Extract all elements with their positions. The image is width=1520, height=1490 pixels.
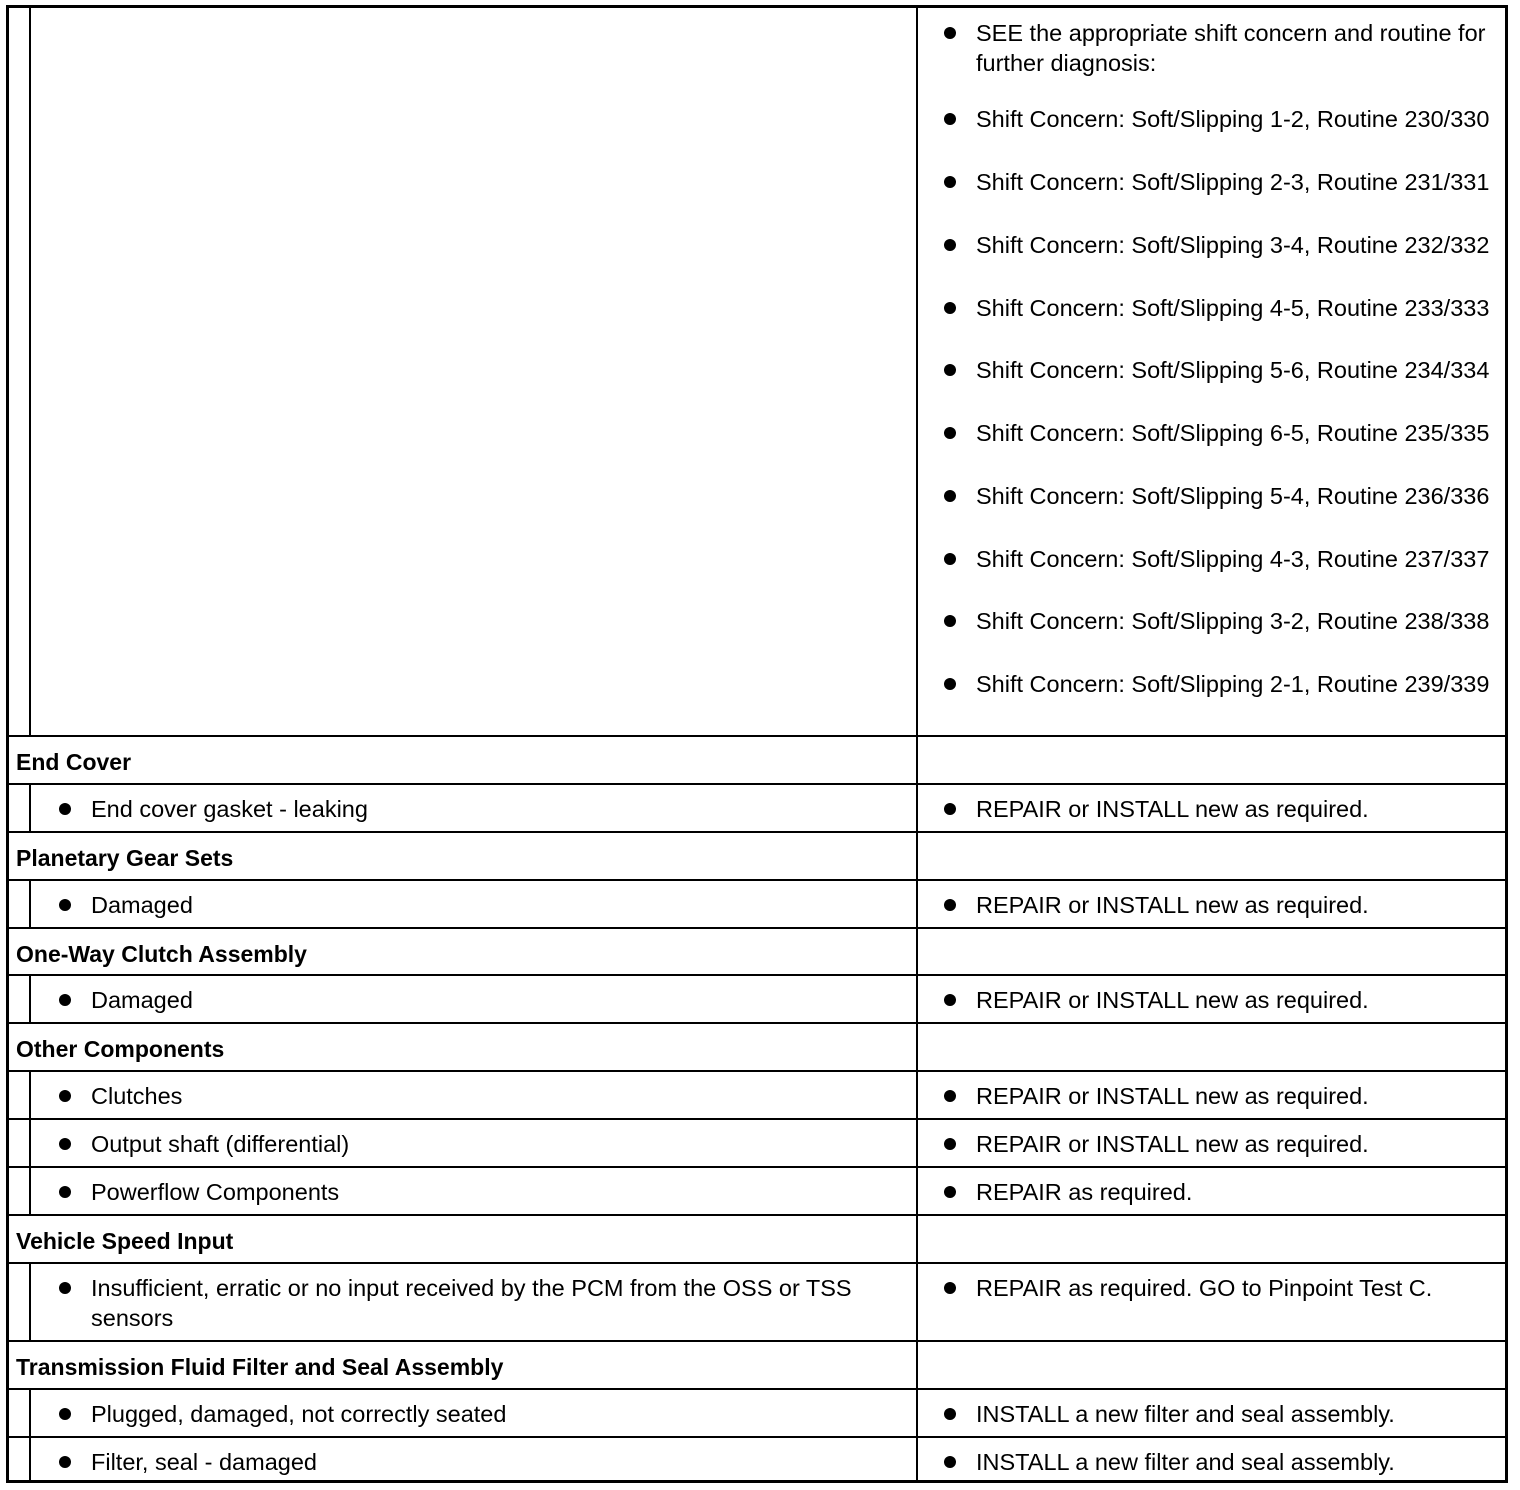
bullet-icon [944,1408,956,1420]
indent-gutter [9,1438,31,1480]
cause-text: Insufficient, erratic or no input received by the PCM from the OSS or TSS sensors [91,1275,852,1331]
bullet-icon [944,302,956,314]
table-row [9,1390,1505,1438]
table-row [9,1168,1505,1216]
action-text: REPAIR or INSTALL new as required. [976,796,1369,822]
column-divider [916,833,918,879]
section-header-row [9,833,1505,881]
bullet-icon [944,1282,956,1294]
bullet-icon [59,803,71,815]
routine-text: Shift Concern: Soft/Slipping 2-1, Routine 239/339 [976,671,1490,697]
indent-gutter [9,1120,31,1166]
bullet-icon [944,1186,956,1198]
cause-text: Filter, seal - damaged [91,1449,317,1475]
action-text: REPAIR or INSTALL new as required. [976,987,1369,1013]
routine-text: Shift Concern: Soft/Slipping 4-5, Routine 233/333 [976,295,1490,321]
routine-text: Shift Concern: Soft/Slipping 5-6, Routine 234/334 [976,357,1490,383]
section-title: End Cover [16,749,132,775]
indent-gutter [9,785,31,831]
cause-text: Output shaft (differential) [91,1131,350,1157]
table-row [9,1120,1505,1168]
bullet-icon [944,427,956,439]
bullet-icon [59,1090,71,1102]
bullet-icon [944,176,956,188]
action-text: REPAIR as required. GO to Pinpoint Test C. [976,1275,1433,1301]
bullet-icon [944,678,956,690]
action-text: INSTALL a new filter and seal assembly. [976,1401,1395,1427]
column-divider [916,1342,918,1388]
routine-text: Shift Concern: Soft/Slipping 2-3, Routine 231/331 [976,169,1490,195]
bullet-icon [59,1138,71,1150]
cause-text: End cover gasket - leaking [91,796,368,822]
column-divider [916,8,918,735]
indent-gutter [9,881,31,927]
indent-gutter [9,1168,31,1214]
bullet-icon [59,1408,71,1420]
table-row [9,785,1505,833]
indent-gutter [9,1072,31,1118]
indent-gutter [9,8,31,735]
bullet-icon [944,994,956,1006]
cause-text: Powerflow Components [91,1179,340,1205]
action-text: REPAIR as required. [976,1179,1193,1205]
cause-text: Damaged [91,987,193,1013]
section-title: Vehicle Speed Input [16,1228,234,1254]
section-title: One-Way Clutch Assembly [16,941,307,967]
column-divider [916,1024,918,1070]
routine-text: Shift Concern: Soft/Slipping 6-5, Routine 235/335 [976,420,1490,446]
bullet-icon [944,490,956,502]
section-header-row [9,737,1505,785]
routine-text: Shift Concern: Soft/Slipping 4-3, Routine 237/337 [976,546,1490,572]
routine-text: Shift Concern: Soft/Slipping 5-4, Routine 236/336 [976,483,1490,509]
bullet-icon [944,113,956,125]
table-row [9,1072,1505,1120]
bullet-icon [944,239,956,251]
section-header-row [9,1342,1505,1390]
bullet-icon [944,615,956,627]
action-text: INSTALL a new filter and seal assembly. [976,1449,1395,1475]
column-divider [916,737,918,783]
section-header-row [9,1216,1505,1264]
action-text: REPAIR or INSTALL new as required. [976,892,1369,918]
action-text: REPAIR or INSTALL new as required. [976,1083,1369,1109]
action-text: REPAIR or INSTALL new as required. [976,1131,1369,1157]
indent-gutter [9,976,31,1022]
section-header-row [9,929,1505,976]
bullet-icon [944,803,956,815]
continuation-row [9,8,1505,737]
bullet-icon [59,994,71,1006]
bullet-icon [944,553,956,565]
diagnosis-table [6,5,1508,1483]
section-header-row [9,1024,1505,1072]
bullet-icon [944,1090,956,1102]
indent-gutter [9,1390,31,1436]
cause-text: Clutches [91,1083,183,1109]
column-divider [916,929,918,974]
indent-gutter [9,1264,31,1340]
bullet-icon [59,1282,71,1294]
cause-text: Damaged [91,892,193,918]
routine-text: Shift Concern: Soft/Slipping 1-2, Routine 230/330 [976,106,1490,132]
table-row [9,976,1505,1024]
section-title: Transmission Fluid Filter and Seal Assembly [16,1354,504,1380]
routine-text: Shift Concern: Soft/Slipping 3-4, Routine 232/332 [976,232,1490,258]
bullet-icon [944,1138,956,1150]
bullet-icon [59,1186,71,1198]
routine-text: Shift Concern: Soft/Slipping 3-2, Routine 238/338 [976,608,1490,634]
table-row [9,881,1505,929]
bullet-icon [59,1456,71,1468]
section-title: Planetary Gear Sets [16,845,234,871]
bullet-icon [944,27,956,39]
section-title: Other Components [16,1036,225,1062]
cause-text: Plugged, damaged, not correctly seated [91,1401,507,1427]
bullet-icon [944,899,956,911]
table-row [9,1264,1505,1342]
column-divider [916,1216,918,1262]
table-row [9,1438,1505,1480]
bullet-icon [59,899,71,911]
intro-text: SEE the appropriate shift concern and routine for further diagnosis: [976,20,1486,76]
bullet-icon [944,364,956,376]
bullet-icon [944,1456,956,1468]
